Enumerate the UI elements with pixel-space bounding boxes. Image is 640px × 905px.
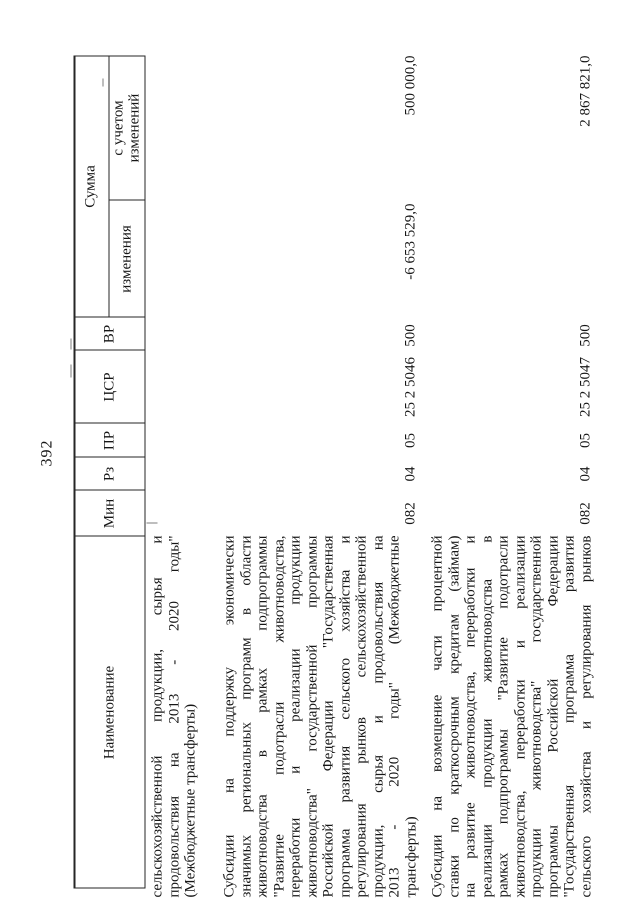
name-text-line: программа развития сельского хозяйства и (336, 535, 353, 897)
header-pr: ПР (100, 430, 117, 450)
cell-sum-with-changes: 500 000,0 (402, 55, 418, 115)
cell-min: 082 (577, 501, 593, 525)
header-rz: Рз (100, 466, 117, 481)
name-text-line: животноводства" государственной программы (303, 535, 320, 897)
name-text-line: "Государственная программа развития (561, 535, 577, 897)
header-name: Наименование (100, 665, 117, 759)
cell-csr: 25 2 5047 (577, 356, 593, 417)
name-text-line: продукции животноводства" государственной (528, 535, 544, 897)
name-text-line: 2013 - 2020 годы" (Межбюджетные (386, 535, 402, 897)
name-text-line: на развитие животноводства, переработки и (462, 535, 478, 897)
scan-artifact-dash (70, 364, 71, 377)
header-sum-with-changes: с учетом изменений (110, 93, 142, 162)
header-sum-changes: изменения (118, 224, 134, 293)
cell-sum-changes: -6 653 529,0 (402, 203, 418, 280)
name-text-line: сельскохозяйственной продукции, сырья и (149, 535, 165, 897)
name-text-line: сельского хозяйства и регулирования рынков (577, 535, 594, 897)
name-text-line: ставки по краткосрочным кредитам (займам) (445, 535, 462, 897)
cell-sum-with-changes: 2 867 821,0 (577, 55, 593, 127)
name-text-line: Российской Федерации "Государственная (320, 535, 336, 897)
scan-artifact-dash (70, 338, 71, 349)
name-text-line: переработки и реализации продукции (287, 535, 303, 897)
name-text-line: "Развитие подотрасли животноводства, (270, 535, 287, 897)
page-number: 392 (38, 439, 55, 466)
header-sum: Сумма (82, 164, 98, 208)
cell-csr: 25 2 5046 (402, 356, 418, 417)
name-text-line: рамках подпрограммы "Развитие подотрасли (495, 535, 511, 897)
row-name-text (429, 535, 594, 897)
cell-vr: 500 (577, 323, 593, 347)
name-text-line: Субсидии на возмещение части процентной (429, 535, 445, 897)
name-text-line: Субсидии на поддержку экономически (221, 535, 237, 897)
cell-min: 082 (402, 501, 418, 525)
cell-pr: 05 (577, 432, 593, 448)
name-text-line: реализации продукции животноводства в (478, 535, 495, 897)
name-text-line: программы Российской Федерации (544, 535, 561, 897)
name-text-line: трансферты) (402, 815, 419, 897)
cell-rz: 04 (402, 466, 418, 481)
header-vr: ВР (100, 324, 117, 343)
name-text-line: продовольствия на 2013 - 2020 годы" (165, 535, 182, 897)
header-csr: ЦСР (100, 371, 117, 402)
cell-vr: 500 (402, 323, 418, 347)
cell-pr: 05 (402, 432, 418, 448)
row-name-text (149, 535, 199, 897)
name-text-line: значимых региональных программ в области (237, 535, 254, 897)
header-min: Мин (100, 498, 117, 528)
name-text-line: (Межбюджетные трансферты) (182, 703, 198, 897)
scan-artifact-dash (146, 522, 157, 523)
cell-rz: 04 (577, 466, 593, 481)
name-text-line: продукции, сырья и продовольствия на (369, 535, 386, 897)
row-name-text (221, 535, 419, 897)
name-text-line: животноводства, переработки и реализации (511, 535, 528, 897)
name-text-line: животноводства в рамках подпрограммы (254, 535, 270, 897)
name-text-line: регулирования рынков сельскохозяйственной (353, 535, 369, 897)
